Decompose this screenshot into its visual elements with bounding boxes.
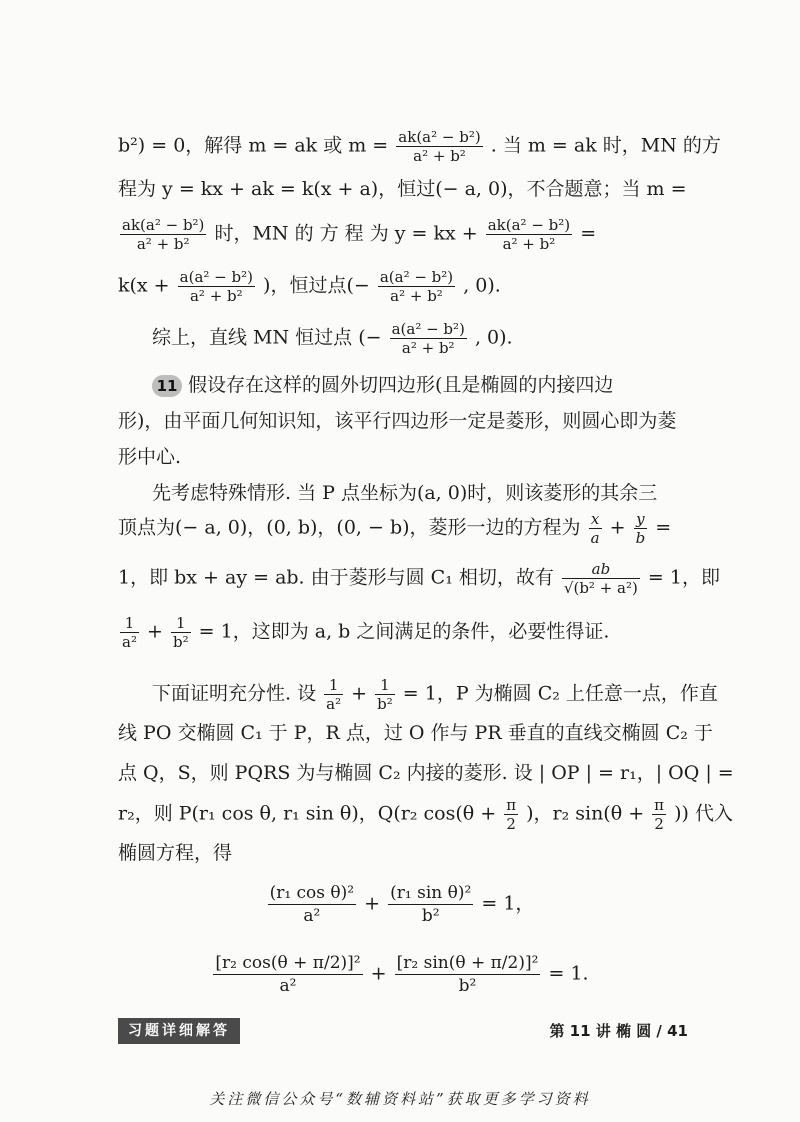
text-run: = 1，这即为 a, b 之间满足的条件，必要性得证. (198, 620, 610, 643)
text-line (118, 510, 688, 547)
fraction: $\frac{\pi}{2}$ (654, 796, 665, 833)
equation-2 (0, 952, 800, 997)
text-line: 形)，由平面几何知识知，该平行四边形一定是菱形，则圆心即为菱 (118, 410, 677, 432)
fraction: $\frac{x}{a}$ (590, 510, 600, 547)
text-line (152, 676, 718, 713)
text-line: 先考虑特殊情形. 当 P 点坐标为(a, 0)时，则该菱形的其余三 (152, 482, 658, 504)
text-run: 时，MN 的 方 程 为 y = kx + (214, 222, 484, 245)
text-line: 椭圆方程，得 (118, 842, 233, 864)
text-run: 顶点为(− a, 0)，(0, b)，(0, − b)，菱形一边的方程为 (118, 516, 581, 539)
fraction: $\frac{\pi}{2}$ (506, 796, 517, 833)
watermark-text: 关注微信公众号“数辅资料站”获取更多学习资料 (209, 1090, 591, 1108)
text-run: )) 代入 (674, 802, 733, 825)
text-line (152, 320, 688, 357)
fraction: $\frac{\text{(r₁ sin θ)²}}{\text{b²}}$ (390, 883, 472, 926)
text-run: . 当 m = ak 时，MN 的方 (490, 134, 721, 157)
text-run: 下面证明充分性. 设 (152, 682, 317, 705)
text-run: b²) = 0，解得 m = ak 或 m = (118, 134, 389, 157)
equation-1 (0, 882, 800, 927)
problem-number-badge: 11 (152, 375, 182, 397)
fraction: $\frac{\text{a(a² − b²)}}{\text{a² + b²}}$ (179, 268, 253, 305)
text-line (118, 614, 688, 651)
section-label: 习题详细解答 (118, 1018, 240, 1044)
text-line (118, 796, 733, 833)
text-run: 假设存在这样的圆外切四边形(且是椭圆的内接四边 (188, 374, 614, 396)
text-run: + (370, 962, 387, 985)
text-run: k(x + (118, 274, 170, 297)
text-line: 形中心. (118, 446, 182, 468)
text-run: = (655, 516, 672, 539)
text-run: r₂，则 P(r₁ cos θ, r₁ sin θ)，Q(r₂ cos(θ + (118, 802, 497, 825)
text-run: + (147, 620, 163, 643)
text-run: = 1， (481, 892, 535, 915)
text-run: , 0). (474, 326, 513, 349)
text-line: 线 PO 交椭圆 C₁ 于 P，R 点，过 O 作与 PR 垂直的直线交椭圆 C₂ 于 (118, 722, 713, 744)
fraction: $\frac{\text{ak(a² − b²)}}{\text{a² + b²}}$ (122, 216, 205, 253)
fraction: $\frac{1}{\text{b²}}$ (172, 614, 189, 651)
text-run: 1，即 bx + ay = ab. 由于菱形与圆 C₁ 相切，故有 (118, 566, 554, 589)
fraction: $\frac{1}{\text{a²}}$ (326, 676, 342, 713)
text-line (152, 370, 688, 400)
text-line: 点 Q，S，则 PQRS 为与椭圆 C₂ 内接的菱形. 设 | OP | = r₁，| OQ | = (118, 762, 734, 784)
fraction: $\frac{\text{ak(a² − b²)}}{\text{a² + b²}}$ (398, 128, 481, 165)
text-line (118, 216, 688, 253)
text-run: )，r₂ sin(θ + (526, 802, 645, 825)
page-footer (118, 1018, 688, 1044)
text-run: )，恒过点(− (263, 274, 370, 297)
text-run: = 1，P 为椭圆 C₂ 上任意一点，作直 (402, 682, 718, 705)
chapter-page-number: 第 11 讲 椭 圆 / 41 (549, 1022, 688, 1040)
fraction: $\frac{1}{\text{a²}}$ (122, 614, 137, 651)
text-line: 程为 y = kx + ak = k(x + a)，恒过(− a, 0)，不合题意；当 m = (118, 178, 687, 200)
fraction: $\frac{\text{(r₁ cos θ)²}}{\text{a²}}$ (269, 883, 355, 926)
text-run: = (580, 222, 597, 245)
text-run: = 1. (548, 962, 589, 985)
fraction: $\frac{y}{b}$ (635, 510, 646, 547)
text-run: + (609, 516, 626, 539)
fraction: $\frac{\text{ak(a² − b²)}}{\text{a² + b²}}$ (487, 216, 571, 253)
text-run: = 1，即 (647, 566, 720, 589)
text-line (118, 560, 720, 597)
fraction: $\frac{\text{a(a² − b²)}}{\text{a² + b²}}$ (379, 268, 454, 305)
text-line (118, 128, 721, 165)
fraction: $\frac{\text{[r₂ sin(θ + π/2)]²}}{\text{b²}}$ (396, 953, 539, 996)
text-run: + (351, 682, 368, 705)
fraction: $\frac{ab}{\text{√(b² + a²)}}$ (563, 560, 638, 597)
text-run: 综上，直线 MN 恒过点 (− (152, 326, 382, 349)
fraction: $\frac{\text{[r₂ cos(θ + π/2)]²}}{\text{a²}}$ (215, 953, 361, 996)
text-line (118, 268, 688, 305)
text-run: , 0). (463, 274, 501, 297)
fraction: $\frac{1}{\text{b²}}$ (377, 676, 393, 713)
text-run: + (364, 892, 381, 915)
fraction: $\frac{\text{a(a² − b²)}}{\text{a² + b²}}$ (391, 320, 465, 357)
